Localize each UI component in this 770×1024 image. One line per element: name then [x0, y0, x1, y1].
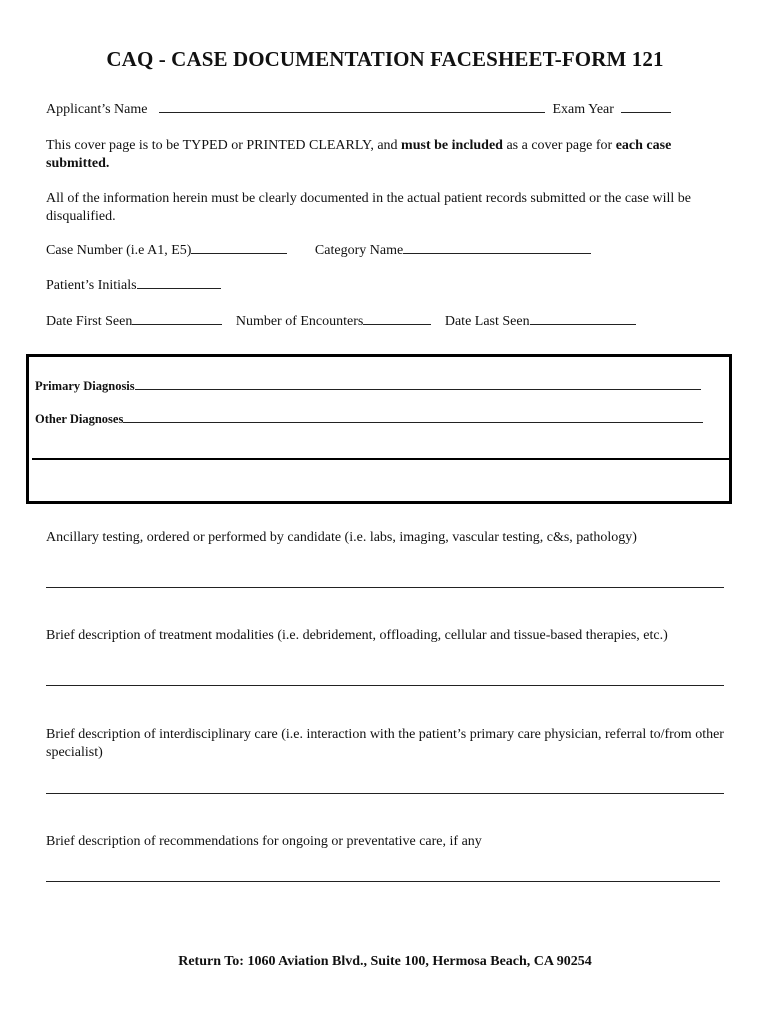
section-ancillary-testing-label: Ancillary testing, ordered or performed by candidate (i.e. labs, imaging, vascular testing, c&s, pathology)	[46, 530, 637, 545]
instruction-text: as a cover page for	[502, 138, 616, 153]
form-title: CAQ - CASE DOCUMENTATION FACESHEET-FORM 121	[106, 47, 664, 71]
patient-initials-label: Patient’s Initials	[46, 278, 137, 293]
instruction-paragraph-2: All of the information herein must be clearly documented in the actual patient records submitted or the case will be disqualified.	[46, 191, 691, 224]
treatment-modalities-field[interactable]	[46, 685, 724, 686]
patient-initials-row	[46, 278, 221, 294]
section-interdisciplinary-care-label: Brief description of interdisciplinary care (i.e. interaction with the patient’s primary care physician, referral to/from other specialist)	[46, 727, 724, 760]
other-diagnoses-row	[35, 412, 703, 427]
exam-year-field[interactable]	[621, 111, 671, 113]
diagnosis-box	[26, 354, 732, 504]
instruction-emphasis: each case submitted.	[46, 138, 672, 171]
patient-initials-field[interactable]	[137, 287, 221, 289]
primary-diagnosis-field[interactable]	[135, 388, 701, 390]
applicant-name-field[interactable]	[159, 111, 545, 113]
category-name-field[interactable]	[403, 252, 591, 254]
section-treatment-modalities-label: Brief description of treatment modalities (i.e. debridement, offloading, cellular and tissue-based therapies, etc.)	[46, 628, 668, 643]
number-of-encounters-label: Number of Encounters	[235, 314, 364, 329]
ancillary-testing-field[interactable]	[46, 587, 724, 588]
instruction-paragraph-1	[46, 137, 736, 173]
interdisciplinary-care-field[interactable]	[46, 793, 724, 794]
return-address: Return To: 1060 Aviation Blvd., Suite 100, Hermosa Beach, CA 90254	[178, 954, 592, 969]
date-last-seen-field[interactable]	[530, 323, 636, 325]
applicant-name-row	[46, 102, 671, 118]
other-diagnoses-label: Other Diagnoses	[35, 412, 124, 426]
category-name-label: Category Name	[314, 243, 404, 258]
case-number-field[interactable]	[191, 252, 287, 254]
applicant-name-label: Applicant’s Name	[46, 102, 148, 117]
diagnosis-box-divider	[32, 458, 729, 460]
primary-diagnosis-label: Primary Diagnosis	[35, 379, 135, 393]
recommendations-field[interactable]	[46, 881, 720, 882]
case-number-label: Case Number (i.e A1, E5)	[46, 243, 192, 258]
date-last-seen-label: Date Last Seen	[444, 314, 530, 329]
exam-year-label: Exam Year	[552, 102, 614, 117]
other-diagnoses-field[interactable]	[123, 421, 703, 423]
section-recommendations-label: Brief description of recommendations for ongoing or preventative care, if any	[46, 834, 482, 849]
date-first-seen-label: Date First Seen	[46, 314, 133, 329]
number-of-encounters-field[interactable]	[363, 323, 431, 325]
encounter-row	[46, 314, 636, 330]
case-number-row	[46, 243, 591, 259]
instruction-text: This cover page is to be TYPED or PRINTED CLEARLY, and	[46, 138, 402, 153]
date-first-seen-field[interactable]	[132, 323, 222, 325]
primary-diagnosis-row	[35, 379, 701, 394]
instruction-emphasis: must be included	[401, 138, 503, 153]
